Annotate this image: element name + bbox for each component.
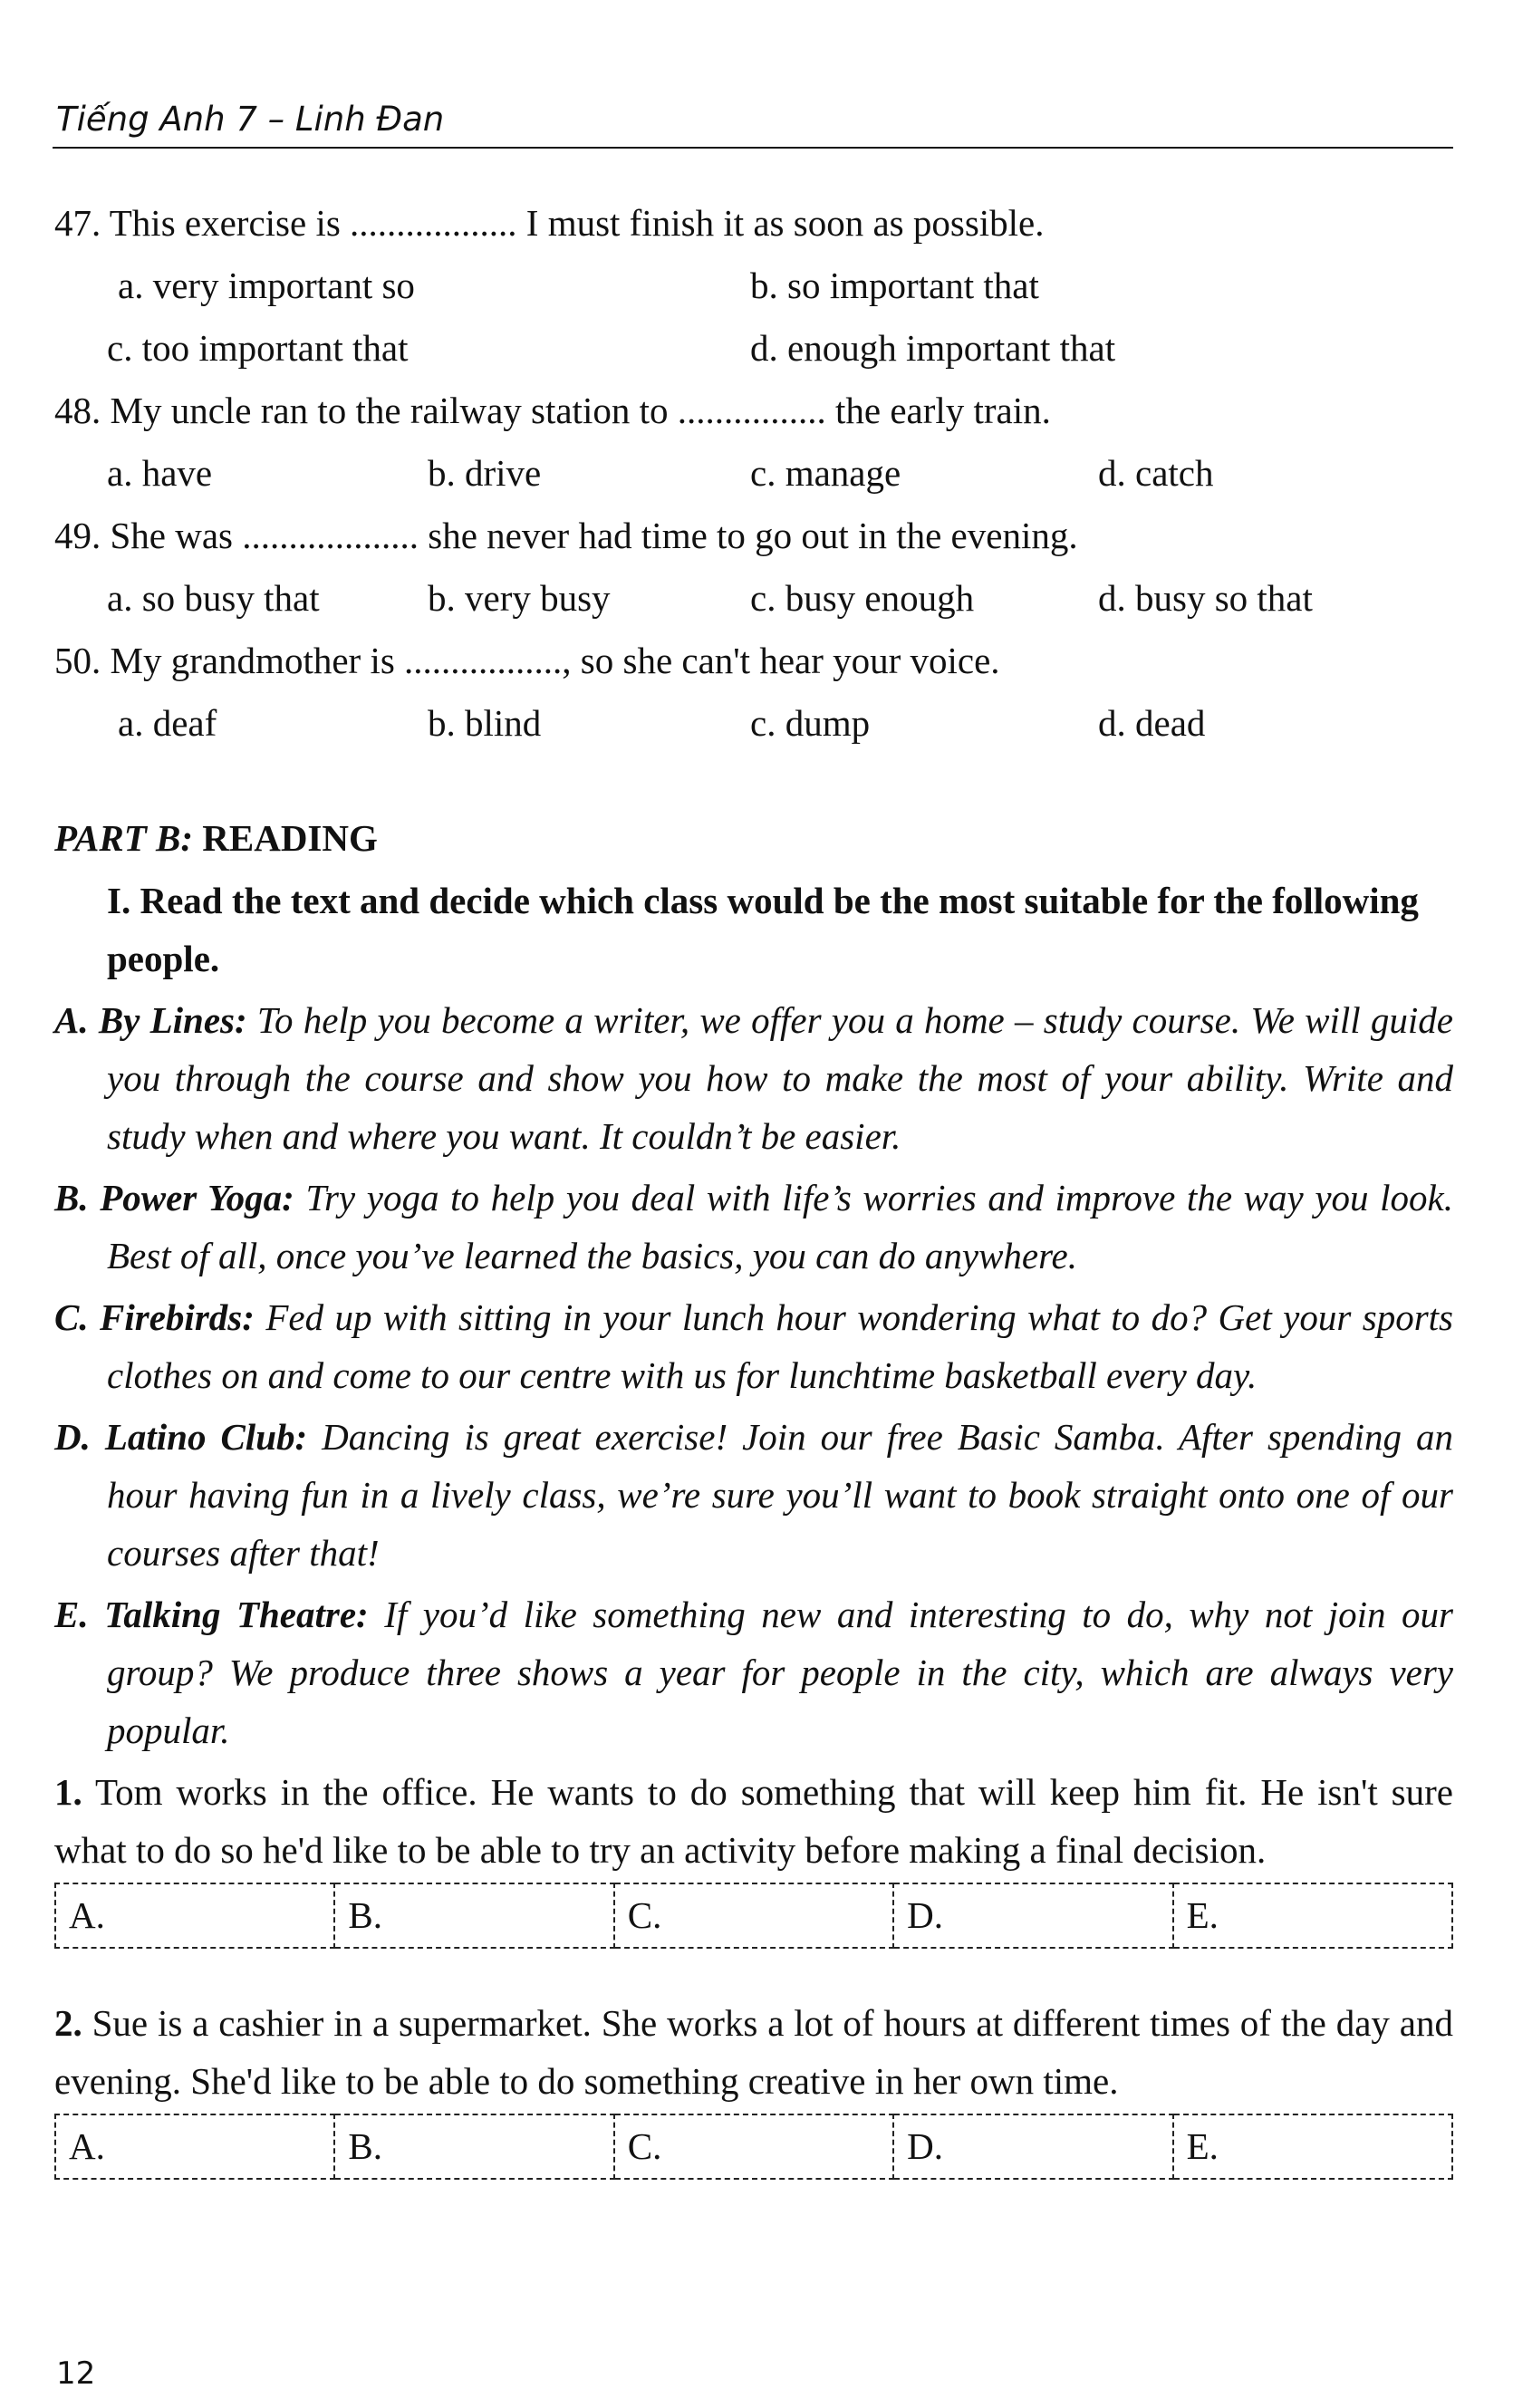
option-d[interactable]: d. busy so that xyxy=(1098,577,1313,619)
question-text: 48. My uncle ran to the railway station to ................ the early train. xyxy=(54,390,1051,431)
options-row xyxy=(54,567,1453,630)
options-row xyxy=(54,255,1453,317)
option-a[interactable]: a. have xyxy=(107,452,213,494)
options-row xyxy=(54,442,1453,505)
ad-a xyxy=(54,991,1453,1165)
ad-d xyxy=(54,1408,1453,1582)
person-1 xyxy=(54,1763,1453,1879)
ad-label: C. Firebirds: xyxy=(54,1296,255,1338)
question-47 xyxy=(54,192,1453,380)
answer-cell-e[interactable]: E. xyxy=(1173,2114,1452,2179)
page-content xyxy=(54,192,1453,2180)
ad-label: B. Power Yoga: xyxy=(54,1177,294,1218)
person-2 xyxy=(54,1994,1453,2110)
person-text: Sue is a cashier in a supermarket. She works a lot of hours at different times of the day and evening. She'd like to be able to do something creative in her own time. xyxy=(54,2002,1453,2102)
option-b[interactable]: b. drive xyxy=(428,452,542,494)
ad-label: D. Latino Club: xyxy=(54,1416,308,1458)
answer-cell-b[interactable]: B. xyxy=(334,2114,613,2179)
answer-table-1 xyxy=(54,1883,1453,1949)
ad-label: E. Talking Theatre: xyxy=(54,1594,369,1635)
ad-label: A. By Lines: xyxy=(54,999,247,1041)
ad-text: Fed up with sitting in your lunch hour wondering what to do? Get your sports clothes on and come to our centre with us for lunchtime basketball every day. xyxy=(107,1296,1454,1396)
page-number: 12 xyxy=(56,2355,96,2392)
part-b-label: PART B: xyxy=(54,817,193,859)
answer-cell-b[interactable]: B. xyxy=(334,1883,613,1948)
answer-cell-e[interactable]: E. xyxy=(1173,1883,1452,1948)
person-number: 2. xyxy=(54,2002,82,2044)
ad-e xyxy=(54,1585,1453,1759)
options-row xyxy=(54,317,1453,380)
option-c[interactable]: c. manage xyxy=(750,452,901,494)
options-row xyxy=(54,692,1453,755)
running-header: Tiếng Anh 7 – Linh Đan xyxy=(56,100,445,139)
answer-table-2 xyxy=(54,2114,1453,2180)
option-c[interactable]: c. busy enough xyxy=(750,577,975,619)
question-text: 49. She was ................... she never had time to go out in the evening. xyxy=(54,515,1078,556)
option-d[interactable]: d. enough important that xyxy=(750,327,1116,369)
answer-cell-c[interactable]: C. xyxy=(614,1883,893,1948)
option-c[interactable]: c. dump xyxy=(750,702,871,744)
part-b-heading: READING xyxy=(193,817,378,859)
person-number: 1. xyxy=(54,1771,82,1813)
answer-cell-a[interactable]: A. xyxy=(55,2114,334,2179)
option-a[interactable]: a. so busy that xyxy=(107,577,320,619)
part-b-title xyxy=(54,807,1453,870)
reading-instruction: I. Read the text and decide which class would be the most suitable for the following people. xyxy=(107,880,1419,979)
ad-text: Try yoga to help you deal with life’s worries and improve the way you look. Best of all, once you’ve learned the basics, you can do anywhere. xyxy=(107,1177,1453,1276)
question-text: 47. This exercise is .................. I must finish it as soon as possible. xyxy=(54,202,1045,244)
option-b[interactable]: b. blind xyxy=(428,702,542,744)
ad-text: If you’d like something new and interesting to do, why not join our group? We produce three shows a year for people in the city, which are always very popular. xyxy=(107,1594,1453,1751)
option-d[interactable]: d. catch xyxy=(1098,452,1214,494)
answer-cell-d[interactable]: D. xyxy=(893,1883,1172,1948)
question-text: 50. My grandmother is ................., so she can't hear your voice. xyxy=(54,640,1000,681)
option-b[interactable]: b. so important that xyxy=(750,265,1039,306)
answer-cell-d[interactable]: D. xyxy=(893,2114,1172,2179)
option-c[interactable]: c. too important that xyxy=(107,327,409,369)
person-text: Tom works in the office. He wants to do something that will keep him fit. He isn't sure what to do so he'd like to be able to try an activity before making a final decision. xyxy=(54,1771,1453,1871)
option-a[interactable]: a. deaf xyxy=(118,702,217,744)
ad-text: Dancing is great exercise! Join our free Basic Samba. After spending an hour having fun in a lively class, we’re sure you’ll want to book straight onto one of our courses after that! xyxy=(107,1416,1453,1574)
option-b[interactable]: b. very busy xyxy=(428,577,611,619)
ad-c xyxy=(54,1288,1453,1404)
header-rule xyxy=(53,147,1453,149)
question-48 xyxy=(54,380,1453,505)
option-d[interactable]: d. dead xyxy=(1098,702,1206,744)
spacer xyxy=(54,1949,1453,1990)
answer-cell-a[interactable]: A. xyxy=(55,1883,334,1948)
question-49 xyxy=(54,505,1453,630)
ad-b xyxy=(54,1169,1453,1285)
question-50 xyxy=(54,630,1453,755)
answer-cell-c[interactable]: C. xyxy=(614,2114,893,2179)
ad-text: To help you become a writer, we offer you a home – study course. We will guide you through the course and show you how to make the most of your ability. Write and study when and where you want. It couldn’t be easier. xyxy=(107,999,1453,1157)
option-a[interactable]: a. very important so xyxy=(118,265,415,306)
